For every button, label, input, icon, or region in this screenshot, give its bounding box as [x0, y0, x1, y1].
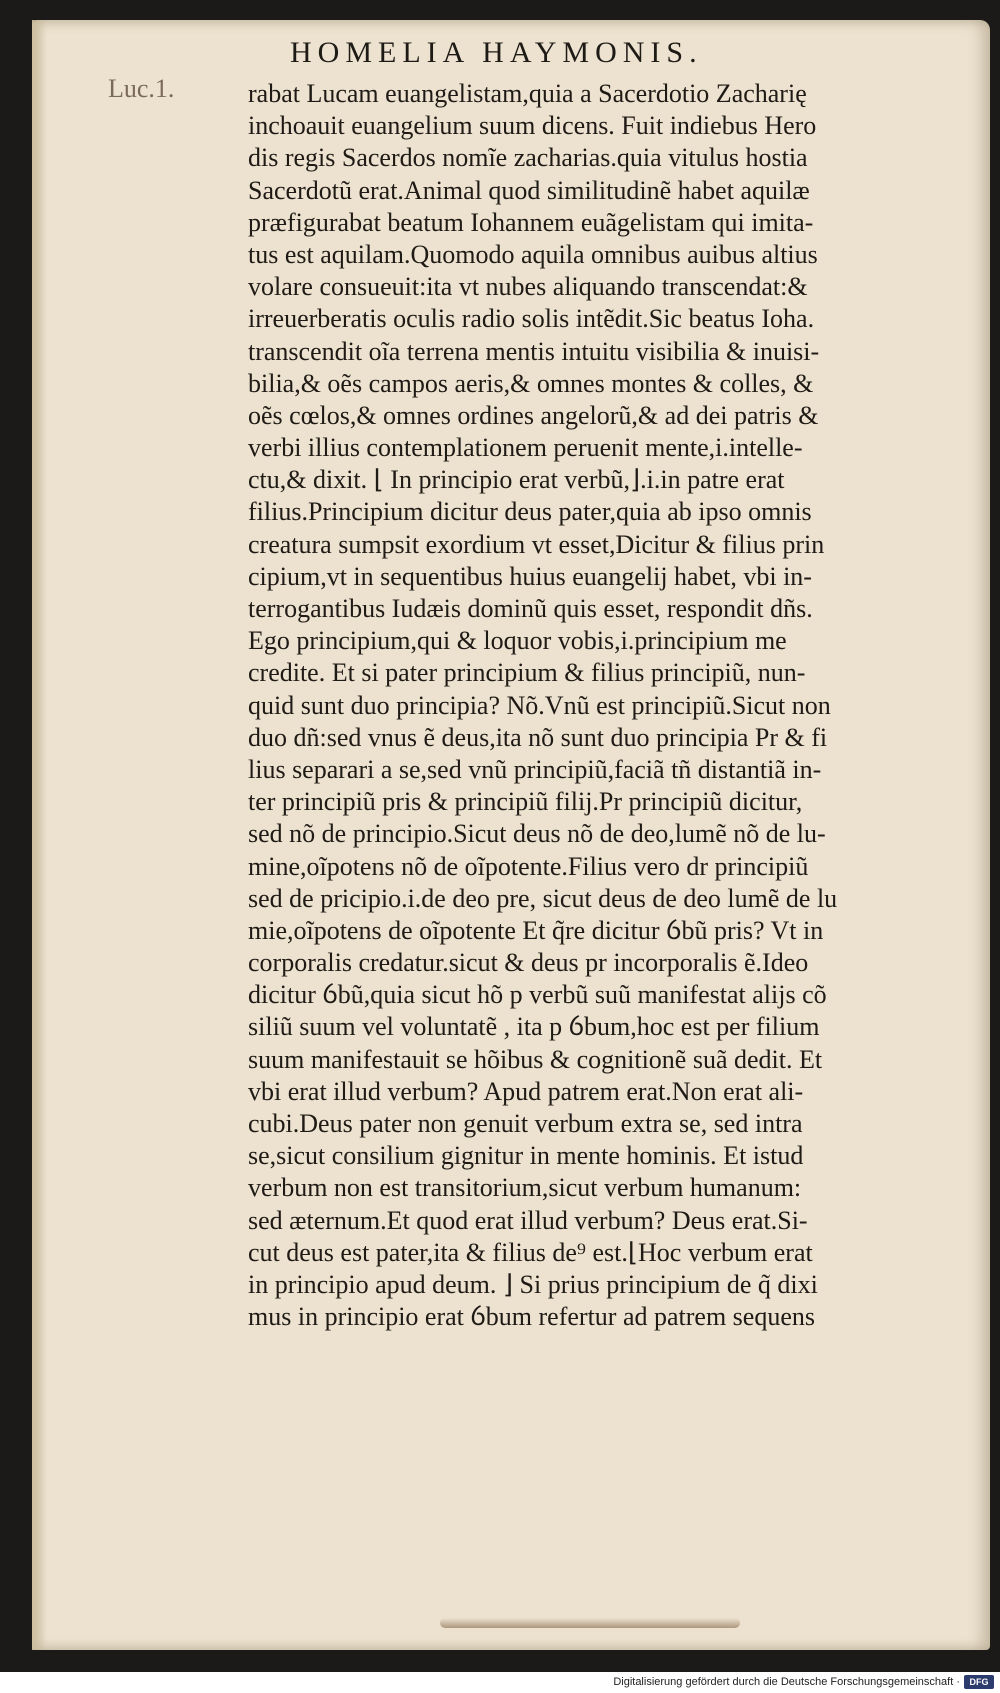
text-line: lius separari a se,sed vnũ principiũ,faciã tñ distantiã in-	[248, 754, 822, 784]
running-title: HOMELIA HAYMONIS.	[290, 36, 703, 69]
text-line: se,sicut consilium gignitur in mente hominis. Et istud	[248, 1141, 804, 1171]
page-gutter-shadow	[32, 20, 46, 1650]
text-line: mus in principio erat ỽbum refertur ad patrem sequens	[248, 1302, 815, 1332]
text-line: sed de pricipio.i.de deo pre, sicut deus de deo lumẽ de lu	[248, 883, 838, 913]
text-line: credite. Et si pater principium & filius principiũ, nun-	[248, 658, 806, 688]
text-line: in principio apud deum. ⌋ Si prius principium de q̃ dixi	[248, 1269, 818, 1299]
text-line: sed nõ de principio.Sicut deus nõ de deo,lumẽ nõ de lu-	[248, 819, 826, 849]
text-line: vbi erat illud verbum? Apud patrem erat.Non erat ali-	[248, 1076, 804, 1106]
text-line: rabat Lucam euangelistam,quia a Sacerdotio Zacharię	[248, 79, 807, 108]
text-line: cipium,vt in sequentibus huius euangelij habet, vbi in-	[248, 561, 812, 591]
text-line: sed æternum.Et quod erat illud verbum? Deus erat.Si-	[248, 1205, 808, 1235]
text-line: oẽs cœlos,& omnes ordines angelorũ,& ad dei patris &	[248, 400, 819, 430]
text-line: ter principiũ pris & principiũ filij.Pr principiũ dicitur,	[248, 787, 803, 817]
text-line: mie,oĩpotens de oĩpotente Et q̃re dicitur ỽbũ pris? Vt in	[248, 915, 824, 945]
text-line: verbi illius contemplationem peruenit mente,i.intelle-	[248, 433, 803, 463]
text-line: ctu,& dixit. ⌊ In principio erat verbũ,⌋.i.in patre erat	[248, 465, 785, 495]
text-line: creatura sumpsit exordium vt esset,Dicitur & filius prin	[248, 529, 825, 559]
margin-reference: Luc.1.	[108, 74, 175, 103]
text-line: filius.Principium dicitur deus pater,quia ab ipso omnis	[248, 497, 812, 527]
text-line: bilia,& oẽs campos aeris,& omnes montes & colles, &	[248, 368, 814, 398]
dfg-logo: DFG	[964, 1675, 994, 1689]
text-line: corporalis credatur.sicut & deus pr incorporalis ẽ.Ideo	[248, 948, 809, 978]
text-line: præfigurabat beatum Iohannem euãgelistam qui imita-	[248, 207, 814, 237]
text-line: duo dñ:sed vnus ẽ deus,ita nõ sunt duo principia Pr & fi	[248, 722, 828, 752]
text-line: irreuerberatis oculis radio solis intẽdit.Sic beatus Ioha.	[248, 304, 815, 334]
text-line: dicitur ỽbũ,quia sicut hõ p verbũ suũ manifestat alijs cõ	[248, 980, 827, 1010]
text-line: Sacerdotũ erat.Animal quod similitudinẽ habet aquilæ	[248, 175, 810, 205]
text-line: cubi.Deus pater non genuit verbum extra se, sed intra	[248, 1109, 803, 1138]
digitization-credit: Digitalisierung gefördert durch die Deutsche Forschungsgemeinschaft ·	[613, 1676, 960, 1688]
text-line: Ego principium,qui & loquor vobis,i.principium me	[248, 626, 787, 656]
text-line: suum manifestauit se hõibus & cognitionẽ suã dedit. Et	[248, 1044, 823, 1074]
text-line: siliũ suum vel voluntatẽ , ita p ỽbum,hoc est per filium	[248, 1012, 820, 1042]
text-line: tus est aquilam.Quomodo aquila omnibus auibus altius	[248, 239, 818, 269]
page-bottom-edge	[440, 1618, 740, 1628]
text-line: mine,oĩpotens nõ de oĩpotente.Filius vero dr principiũ	[248, 851, 809, 881]
text-line: transcendit oĩa terrena mentis intuitu visibilia & inuisi-	[248, 336, 820, 366]
text-line: volare consueuit:ita vt nubes aliquando transcendat:&	[248, 272, 808, 302]
text-line: quid sunt duo principia? Nõ.Vnũ est principiũ.Sicut non	[248, 690, 831, 720]
text-line: terrogantibus Iudæis dominũ quis esset, respondit dñs.	[248, 594, 813, 623]
text-line: dis regis Sacerdos nomĩe zacharias.quia vitulus hostia	[248, 143, 808, 173]
text-line: inchoauit euangelium suum dicens. Fuit indiebus Hero	[248, 111, 817, 141]
text-line: verbum non est transitorium,sicut verbum humanum:	[248, 1173, 802, 1203]
body-text	[248, 78, 948, 1333]
text-line: cut deus est pater,ita & filius de⁹ est.⌊Hoc verbum erat	[248, 1237, 813, 1267]
